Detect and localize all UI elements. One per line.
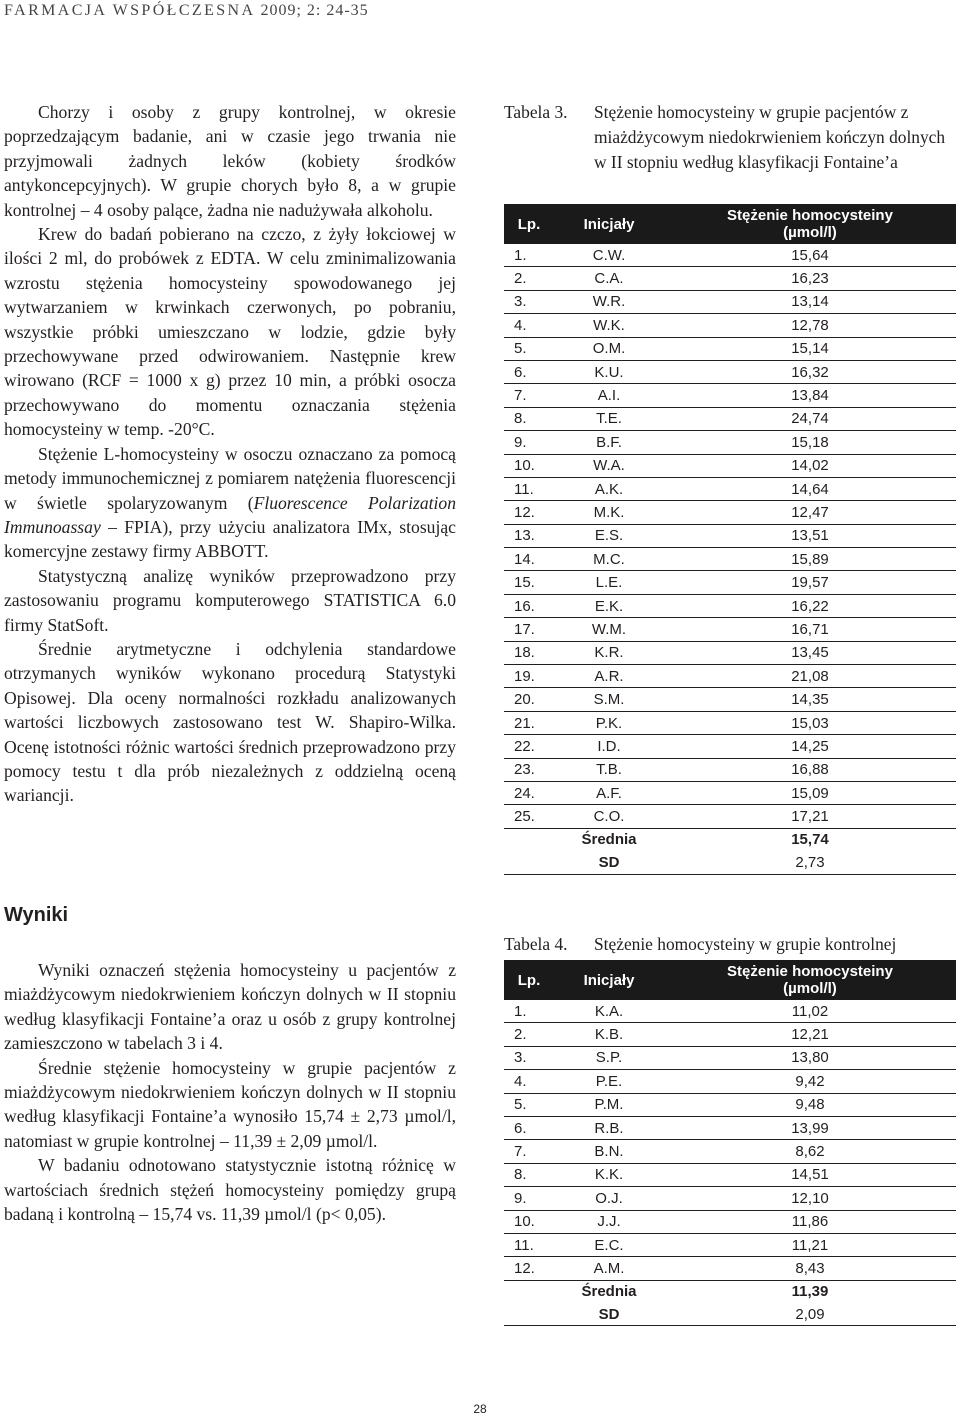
cell-lp: 8.	[504, 1163, 554, 1186]
cell-lp: 4.	[504, 314, 554, 337]
cell-initials: T.E.	[554, 407, 664, 430]
table-row	[504, 805, 956, 828]
table-row	[504, 1163, 956, 1186]
cell-initials: E.K.	[554, 594, 664, 617]
cell-lp: 17.	[504, 618, 554, 641]
cell-value: 14,64	[664, 477, 956, 500]
cell-value: 16,23	[664, 267, 956, 290]
cell-value: 14,25	[664, 735, 956, 758]
table-row	[504, 360, 956, 383]
cell-lp: 4.	[504, 1070, 554, 1093]
table-row	[504, 735, 956, 758]
cell-lp: 2.	[504, 1023, 554, 1046]
table-row	[504, 1000, 956, 1023]
cell-value: 13,84	[664, 384, 956, 407]
cell-value: 15,64	[664, 244, 956, 267]
table-row	[504, 431, 956, 454]
cell-initials: O.J.	[554, 1187, 664, 1210]
cell-initials: K.K.	[554, 1163, 664, 1186]
cell-initials: B.F.	[554, 431, 664, 454]
cell-initials: E.C.	[554, 1233, 664, 1256]
cell-lp: 8.	[504, 407, 554, 430]
journal-issue: 2009; 2: 24-35	[260, 2, 369, 19]
mean-label: Średnia	[581, 831, 637, 849]
table4	[504, 960, 956, 1326]
cell-lp: 7.	[504, 1140, 554, 1163]
cell-initials: A.R.	[554, 665, 664, 688]
cell-initials: A.F.	[554, 781, 664, 804]
paragraph: Chorzy i osoby z grupy kontrolnej, w okresie poprzedzającym badanie, ani w czasie jego trwania nie przyjmowali żadnych leków (kobiety środków antykoncepcyjnych). W grupie chorych było 8, a w grupie kontrolnej – 4 osoby palące, żadna nie nadużywała alkoholu.	[4, 102, 456, 220]
cell-lp: 16.	[504, 594, 554, 617]
cell-value: 14,35	[664, 688, 956, 711]
cell-lp: 12.	[504, 1257, 554, 1280]
cell-value: 13,80	[664, 1046, 956, 1069]
table-row	[504, 244, 956, 267]
cell-initials: K.U.	[554, 360, 664, 383]
cell-value: 8,43	[664, 1257, 956, 1280]
cell-initials: A.M.	[554, 1257, 664, 1280]
cell-initials: W.K.	[554, 314, 664, 337]
table-row	[504, 314, 956, 337]
cell-lp: 7.	[504, 384, 554, 407]
cell-lp: 6.	[504, 360, 554, 383]
table-row	[504, 594, 956, 617]
table-row	[504, 1257, 956, 1280]
cell-initials: P.K.	[554, 711, 664, 734]
cell-initials: C.O.	[554, 805, 664, 828]
cell-lp: 10.	[504, 1210, 554, 1233]
cell-initials: S.M.	[554, 688, 664, 711]
header-lp: Lp.	[504, 204, 554, 244]
cell-lp: 21.	[504, 711, 554, 734]
sd-label: SD	[554, 851, 664, 874]
cell-lp: 13.	[504, 524, 554, 547]
mean-value: 11,39	[791, 1283, 829, 1301]
cell-value: 19,57	[664, 571, 956, 594]
cell-value: 11,02	[664, 1000, 956, 1023]
cell-lp: 2.	[504, 267, 554, 290]
cell-initials: S.P.	[554, 1046, 664, 1069]
cell-value: 16,71	[664, 618, 956, 641]
table-row	[504, 711, 956, 734]
cell-initials: A.K.	[554, 477, 664, 500]
cell-lp: 10.	[504, 454, 554, 477]
cell-value: 12,47	[664, 501, 956, 524]
cell-initials: C.A.	[554, 267, 664, 290]
cell-value: 16,32	[664, 360, 956, 383]
mean-row	[504, 828, 956, 851]
cell-initials: M.C.	[554, 548, 664, 571]
table-row	[504, 1233, 956, 1256]
cell-lp: 1.	[504, 1000, 554, 1023]
cell-lp: 9.	[504, 431, 554, 454]
page-number: 28	[473, 1402, 487, 1416]
cell-value: 9,42	[664, 1070, 956, 1093]
cell-value: 13,51	[664, 524, 956, 547]
table3-caption-text: Stężenie homocysteiny w grupie pacjentów z miażdżycowym niedokrwieniem kończyn dolnych w II stopniu według klasyfikacji Fontaine’a	[594, 102, 946, 172]
table-row	[504, 524, 956, 547]
methods-text	[4, 100, 456, 808]
cell-lp: 3.	[504, 290, 554, 313]
table-row	[504, 267, 956, 290]
cell-lp: 6.	[504, 1116, 554, 1139]
table3	[504, 204, 956, 875]
cell-lp: 1.	[504, 244, 554, 267]
table-row	[504, 1210, 956, 1233]
cell-lp: 12.	[504, 501, 554, 524]
table-row	[504, 781, 956, 804]
cell-lp: 19.	[504, 665, 554, 688]
table-row	[504, 407, 956, 430]
cell-value: 16,22	[664, 594, 956, 617]
cell-initials: W.M.	[554, 618, 664, 641]
cell-value: 12,78	[664, 314, 956, 337]
header-lp: Lp.	[504, 960, 554, 1000]
cell-value: 14,51	[664, 1163, 956, 1186]
cell-value: 17,21	[664, 805, 956, 828]
table-row	[504, 501, 956, 524]
table4-caption	[504, 932, 956, 958]
paragraph: Krew do badań pobierano na czczo, z żyły łokciowej w ilości 2 ml, do probówek z EDTA. W celu zminimalizowania wzrostu stężenia homocysteiny spowodowanego jej wytwarzaniem w krwinkach czerwonych, po pobraniu, wszystkie próbki umieszczano w lodzie, gdzie były przechowywane przed odwirowaniem. Następnie krew wirowano (RCF = 1000 x g) przez 10 min, a próbki osocza przechowywano do momentu oznaczania stężenia homocysteiny w temp. -20°C.	[4, 224, 456, 440]
cell-lp: 18.	[504, 641, 554, 664]
results-text	[4, 958, 456, 1226]
cell-value: 13,99	[664, 1116, 956, 1139]
cell-value: 9,48	[664, 1093, 956, 1116]
mean-row	[504, 1280, 956, 1303]
cell-initials: K.B.	[554, 1023, 664, 1046]
journal-title: FARMACJA WSPÓŁCZESNA	[4, 2, 256, 19]
cell-value: 12,21	[664, 1023, 956, 1046]
table-row	[504, 688, 956, 711]
table-row	[504, 1116, 956, 1139]
cell-lp: 25.	[504, 805, 554, 828]
cell-value: 15,03	[664, 711, 956, 734]
table-row	[504, 665, 956, 688]
paragraph: Statystyczną analizę wyników przeprowadzono przy zastosowaniu programu komputerowego STATISTICA 6.0 firmy StatSoft.	[4, 565, 456, 635]
table-row	[504, 477, 956, 500]
cell-initials: E.S.	[554, 524, 664, 547]
table-row	[504, 1070, 956, 1093]
paragraph: Wyniki oznaczeń stężenia homocysteiny u pacjentów z miażdżycowym niedokrwieniem kończyn dolnych w II stopniu według klasyfikacji Fontaine’a oraz u osób z grupy kontrolnej zamieszczono w tabelach 3 i 4.	[4, 960, 456, 1054]
cell-lp: 15.	[504, 571, 554, 594]
table4-label: Tabela 4.	[504, 934, 568, 954]
cell-lp: 24.	[504, 781, 554, 804]
header-initials: Inicjały	[554, 204, 664, 244]
cell-initials: L.E.	[554, 571, 664, 594]
cell-lp: 23.	[504, 758, 554, 781]
table3-label: Tabela 3.	[504, 102, 568, 122]
table-row	[504, 1046, 956, 1069]
cell-value: 11,21	[664, 1233, 956, 1256]
cell-initials: K.A.	[554, 1000, 664, 1023]
cell-lp: 14.	[504, 548, 554, 571]
mean-value: 15,74	[791, 831, 829, 849]
table-row	[504, 571, 956, 594]
table-row	[504, 290, 956, 313]
cell-lp: 22.	[504, 735, 554, 758]
cell-lp: 5.	[504, 1093, 554, 1116]
cell-initials: K.R.	[554, 641, 664, 664]
cell-initials: C.W.	[554, 244, 664, 267]
cell-value: 15,09	[664, 781, 956, 804]
table-row	[504, 641, 956, 664]
header-value: Stężenie homocysteiny (µmol/l)	[664, 204, 956, 244]
cell-value: 11,86	[664, 1210, 956, 1233]
cell-lp: 20.	[504, 688, 554, 711]
cell-lp: 11.	[504, 477, 554, 500]
sd-row	[504, 1303, 956, 1326]
table4-caption-text: Stężenie homocysteiny w grupie kontrolnej	[594, 934, 897, 954]
cell-value: 13,45	[664, 641, 956, 664]
table-row	[504, 758, 956, 781]
paragraph: Średnie stężenie homocysteiny w grupie pacjentów z miażdżycowym niedokrwieniem kończyn dolnych w II stopniu według klasyfikacji Fontaine’a wynosiło 15,74 ± 2,73 µmol/l, natomiast w grupie kontrolnej – 11,39 ± 2,09 µmol/l.	[4, 1057, 456, 1151]
sd-value: 2,73	[664, 851, 956, 874]
sd-label: SD	[554, 1303, 664, 1326]
cell-initials: J.J.	[554, 1210, 664, 1233]
table-row	[504, 618, 956, 641]
cell-lp: 3.	[504, 1046, 554, 1069]
cell-value: 21,08	[664, 665, 956, 688]
paragraph: Średnie arytmetyczne i odchylenia standardowe otrzymanych wyników wykonano procedurą Statystyki Opisowej. Dla oceny normalności rozkładu analizowanych wartości liczbowych zastosowano test W. Shapiro-Wilka. Ocenę istotności różnic wartości średnich przeprowadzono przy pomocy testu t dla prób niezależnych z oddzielną oceną wariancji.	[4, 638, 456, 806]
table-row	[504, 454, 956, 477]
mean-label: Średnia	[581, 1283, 637, 1301]
paragraph-method: Stężenie L-homocysteiny w osoczu oznaczano za pomocą metody immunochemicznej z pomiarem natężenia fluorescencji w świetle spolaryzowanym (Fluorescence Polarization Immunoassay – FPIA), przy użyciu analizatora IMx, stosując komercyjne zestawy firmy ABBOTT.	[4, 443, 456, 562]
cell-initials: I.D.	[554, 735, 664, 758]
table-row	[504, 548, 956, 571]
cell-initials: A.I.	[554, 384, 664, 407]
table-row	[504, 1140, 956, 1163]
table-row	[504, 1187, 956, 1210]
cell-initials: P.M.	[554, 1093, 664, 1116]
cell-initials: P.E.	[554, 1070, 664, 1093]
table-row	[504, 337, 956, 360]
table3-caption	[504, 100, 956, 200]
cell-lp: 9.	[504, 1187, 554, 1210]
cell-initials: R.B.	[554, 1116, 664, 1139]
paragraph: W badaniu odnotowano statystycznie istotną różnicę w wartościach średnich stężeń homocysteiny pomiędzy grupą badaną i kontrolną – 15,74 vs. 11,39 µmol/l (p< 0,05).	[4, 1155, 456, 1225]
cell-value: 13,14	[664, 290, 956, 313]
section-title: Wyniki	[4, 904, 69, 926]
sd-row	[504, 851, 956, 874]
cell-initials: B.N.	[554, 1140, 664, 1163]
cell-initials: W.R.	[554, 290, 664, 313]
header-value: Stężenie homocysteiny (µmol/l)	[664, 960, 956, 1000]
cell-value: 15,18	[664, 431, 956, 454]
table-row	[504, 1093, 956, 1116]
cell-initials: T.B.	[554, 758, 664, 781]
cell-initials: M.K.	[554, 501, 664, 524]
cell-value: 15,14	[664, 337, 956, 360]
cell-value: 12,10	[664, 1187, 956, 1210]
cell-lp: 11.	[504, 1233, 554, 1256]
table-row	[504, 1023, 956, 1046]
cell-lp: 5.	[504, 337, 554, 360]
cell-initials: O.M.	[554, 337, 664, 360]
cell-value: 16,88	[664, 758, 956, 781]
cell-value: 14,02	[664, 454, 956, 477]
sd-value: 2,09	[664, 1303, 956, 1326]
table-row	[504, 384, 956, 407]
cell-value: 24,74	[664, 407, 956, 430]
cell-value: 15,89	[664, 548, 956, 571]
cell-initials: W.A.	[554, 454, 664, 477]
running-header	[4, 2, 369, 20]
cell-value: 8,62	[664, 1140, 956, 1163]
header-initials: Inicjały	[554, 960, 664, 1000]
